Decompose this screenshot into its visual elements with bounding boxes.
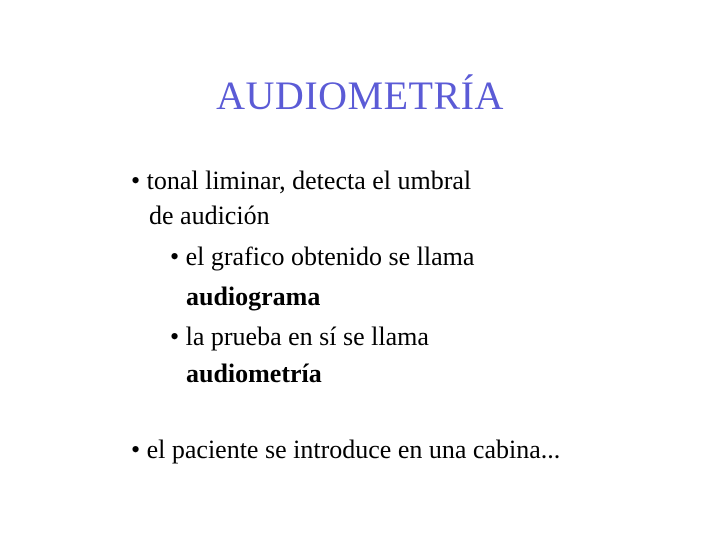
slide-title: AUDIOMETRÍA <box>216 73 504 118</box>
sub-bullet-prueba: • la prueba en sí se llama <box>170 322 429 351</box>
term-audiograma: audiograma <box>186 282 321 311</box>
sub-bullet-grafico: • el grafico obtenido se llama <box>170 242 475 271</box>
bullet-tonal-liminar-continuation: de audición <box>149 201 270 230</box>
bullet-tonal-liminar: • tonal liminar, detecta el umbral <box>131 166 472 195</box>
bullet-paciente-cabina: • el paciente se introduce en una cabina... <box>131 435 561 464</box>
term-audiometria: audiometría <box>186 359 322 388</box>
